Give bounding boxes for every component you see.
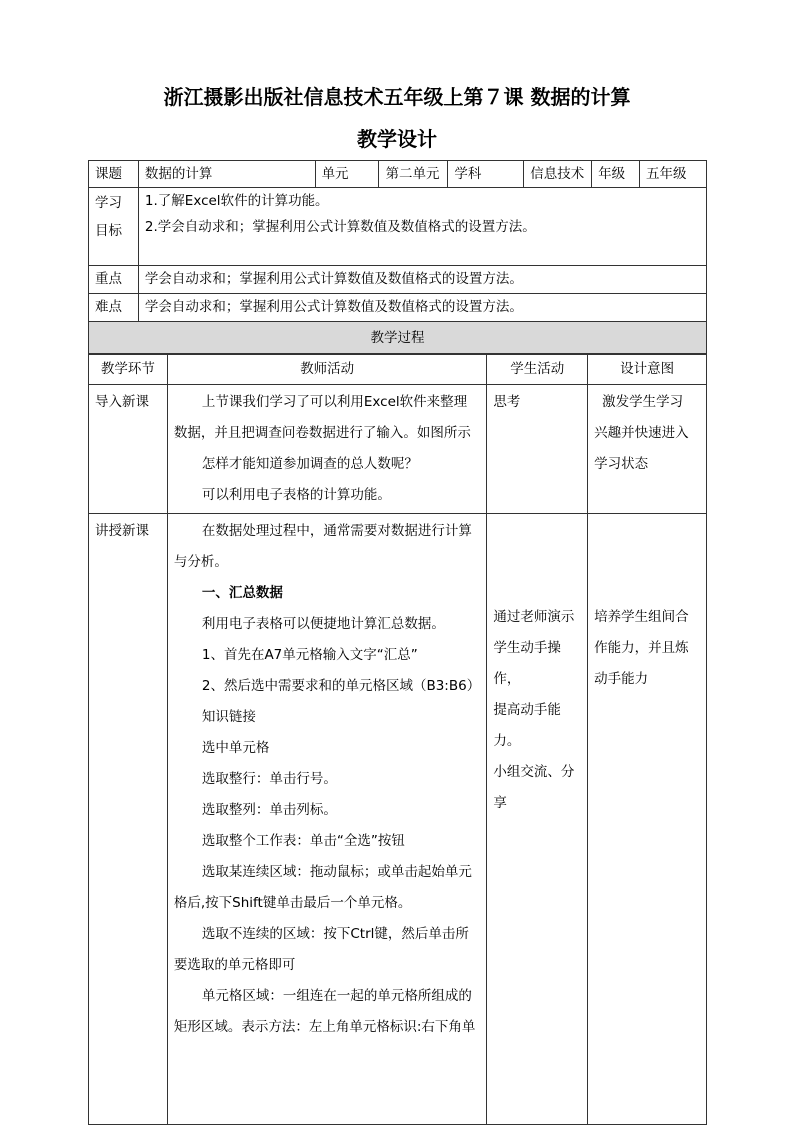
difficulty-label: 难点 — [89, 294, 139, 322]
topic-label: 课题 — [89, 161, 139, 188]
col-header-stage: 教学环节 — [89, 354, 168, 385]
paragraph-line: 享 — [493, 795, 507, 811]
teach-design-intent — [588, 514, 707, 1125]
paragraph-line: 怎样才能知道参加调查的总人数呢？ — [201, 456, 418, 472]
document-subtitle: 教学设计 — [357, 127, 437, 151]
goal-item: 1.了解Excel软件的计算功能。 — [144, 193, 329, 209]
paragraph-line: 要选取的单元格即可 — [173, 957, 296, 973]
grade-value: 五年级 — [640, 161, 707, 188]
goals-label — [89, 188, 139, 266]
process-row-intro — [89, 385, 707, 514]
difficulty-value: 学会自动求和；掌握利用公式计算数值及数值格式的设置方法。 — [138, 294, 706, 322]
topic-value: 数据的计算 — [138, 161, 315, 188]
paragraph-line: 小组交流、分 — [493, 764, 575, 780]
goals-value — [138, 188, 706, 266]
paragraph-line: 2、然后选中需要求和的单元格区域（B3:B6） — [201, 678, 481, 694]
subject-label: 学科 — [448, 161, 524, 188]
paragraph-line: 动手能力 — [594, 671, 649, 687]
paragraph-line: 选取某连续区域：拖动鼠标；或单击起始单元 — [201, 864, 472, 880]
paragraph-line: 单元格区域：一组连在一起的单元格所组成的 — [201, 988, 472, 1004]
grade-label: 年级 — [592, 161, 640, 188]
keypoint-label: 重点 — [89, 266, 139, 294]
paragraph-line: 选取整个工作表：单击“全选”按钮 — [201, 833, 405, 849]
paragraph-line: 可以利用电子表格的计算功能。 — [201, 487, 391, 503]
keypoint-value: 学会自动求和；掌握利用公式计算数值及数值格式的设置方法。 — [138, 266, 706, 294]
paragraph-line: 学生动手操作， — [493, 640, 561, 687]
section-heading: 一、汇总数据 — [201, 585, 283, 601]
paragraph-line: 利用电子表格可以便捷地计算汇总数据。 — [201, 616, 445, 632]
col-header-teacher: 教师活动 — [167, 354, 486, 385]
paragraph-line: 学习状态 — [594, 456, 649, 472]
paragraph-line: 选取整列：单击列标。 — [201, 802, 337, 818]
document-title: 浙江摄影出版社信息技术五年级上第７课 数据的计算 — [163, 85, 631, 109]
intro-student-activity: 思考 — [487, 385, 588, 514]
paragraph-line: 数据，并且把调查问卷数据进行了输入。如图所示 — [173, 425, 471, 441]
paragraph-line: 与分析。 — [173, 554, 228, 570]
info-row-difficulty — [89, 294, 707, 322]
paragraph-line: 1、首先在A7单元格输入文字“汇总” — [201, 647, 418, 663]
teaching-process-table — [88, 353, 707, 1125]
paragraph-line: 在数据处理过程中，通常需要对数据进行计算 — [201, 523, 472, 539]
paragraph-line: 提高动手能力。 — [493, 702, 561, 749]
info-row-keypoint — [89, 266, 707, 294]
process-header: 教学过程 — [89, 322, 707, 355]
paragraph-line: 选取不连续的区域：按下Ctrl键，然后单击所 — [201, 926, 469, 942]
paragraph-line: 通过老师演示 — [493, 609, 575, 625]
goals-label-line1: 学习 — [95, 195, 122, 211]
paragraph-line: 培养学生组间合 — [594, 609, 689, 625]
paragraph-line: 兴趣并快速进入 — [594, 425, 689, 441]
col-header-student: 学生活动 — [487, 354, 588, 385]
unit-label: 单元 — [315, 161, 379, 188]
paragraph-line: 激发学生学习 — [602, 394, 684, 410]
process-column-headers — [89, 354, 707, 385]
goal-item: 2.学会自动求和；掌握利用公式计算数值及数值格式的设置方法。 — [144, 219, 536, 235]
teach-student-activity — [487, 514, 588, 1125]
intro-design-intent — [588, 385, 707, 514]
paragraph-line: 知识链接 — [201, 709, 256, 725]
paragraph-line: 选取整行：单击行号。 — [201, 771, 337, 787]
process-row-teach — [89, 514, 707, 1125]
col-header-intent: 设计意图 — [588, 354, 707, 385]
teach-teacher-activity — [167, 514, 486, 1125]
paragraph-line: 作能力，并且炼 — [594, 640, 689, 656]
intro-stage: 导入新课 — [89, 385, 168, 514]
unit-value: 第二单元 — [379, 161, 448, 188]
subject-value: 信息技术 — [524, 161, 592, 188]
teach-stage: 讲授新课 — [89, 514, 168, 1125]
goals-label-line2: 目标 — [95, 223, 122, 239]
process-header-row — [89, 322, 707, 355]
paragraph-line: 上节课我们学习了可以利用Excel软件来整理 — [201, 394, 468, 410]
paragraph-line: 矩形区域。表示方法：左上角单元格标识:右下角单 — [173, 1019, 476, 1035]
info-row-topic — [89, 161, 707, 188]
intro-teacher-activity — [167, 385, 486, 514]
paragraph-line: 选中单元格 — [201, 740, 270, 756]
paragraph-line: 格后,按下Shift键单击最后一个单元格。 — [173, 895, 412, 911]
info-row-goals — [89, 188, 707, 266]
lesson-info-table — [88, 160, 707, 355]
